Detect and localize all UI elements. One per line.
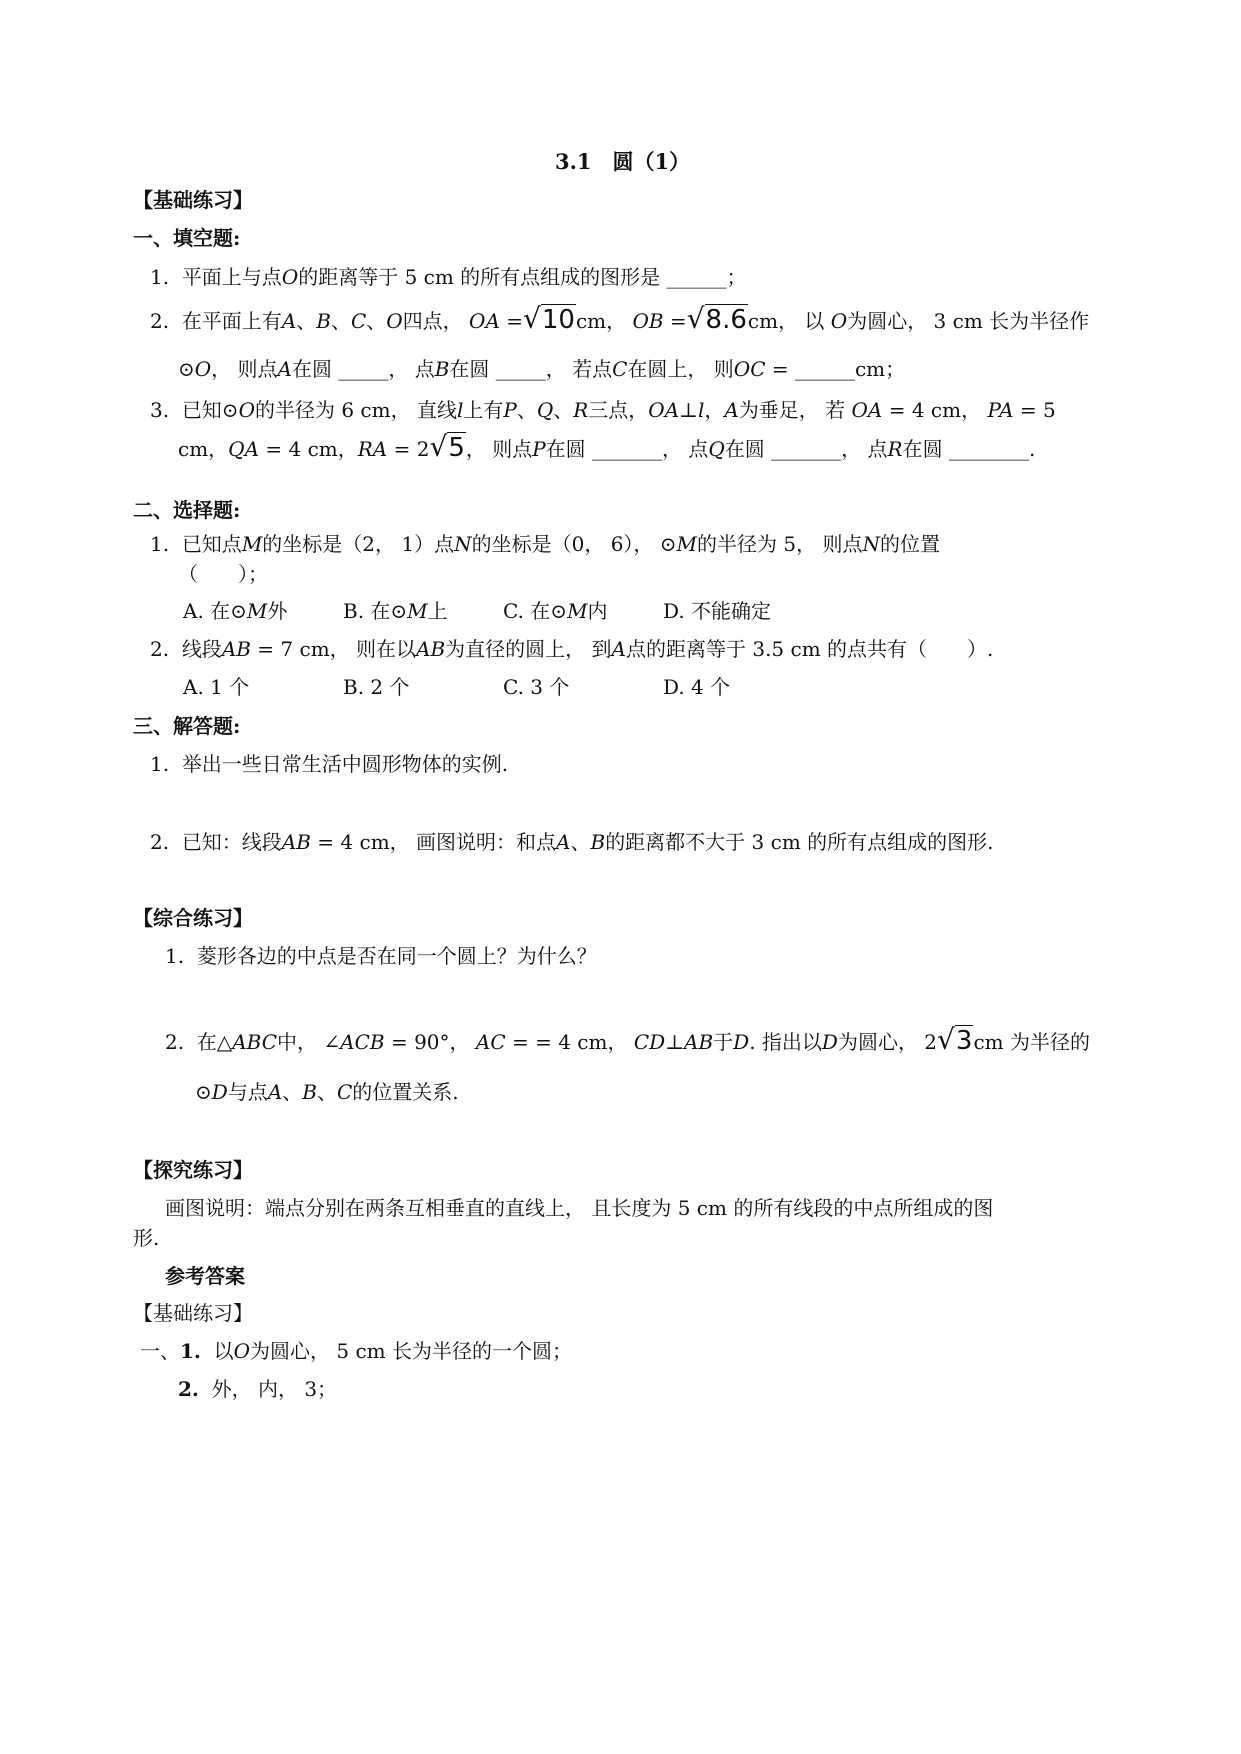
sqrt-5: √5 (429, 430, 465, 463)
answer-blank[interactable]: ________ (948, 437, 1029, 461)
choice-question-1-paren: （ ）； (178, 562, 268, 586)
subsection-heading-fill: 一、填空题: (133, 226, 241, 250)
fill-question-2: 2. 在平面上有A、B、C、O四点， OA =√10cm， OB =√8.6cm， 以 O为圆心， 3 cm 长为半径作 (150, 302, 1090, 335)
subsection-heading-answer: 三、解答题: (133, 714, 241, 738)
choice-2-option-a[interactable]: A. 1 个 (183, 675, 250, 699)
answer-blank[interactable]: ______ (794, 357, 855, 381)
fill-question-2-line-2: ⊙O， 则点A在圆 _____， 点B在圆 _____， 若点C在圆上， 则OC = ______cm； (178, 357, 906, 381)
choice-2-option-d[interactable]: D. 4 个 (663, 675, 731, 699)
answer-blank[interactable]: _______ (592, 437, 663, 461)
section-heading-comprehensive: 【综合练习】 (133, 906, 253, 930)
choice-1-option-d[interactable]: D. 不能确定 (663, 599, 772, 623)
sqrt-8-6: √8.6 (686, 302, 747, 335)
explore-text-line-1: 画图说明：端点分别在两条互相垂直的直线上， 且长度为 5 cm 的所有线段的中点所组成的图 (165, 1196, 994, 1220)
answer-blank[interactable]: _______ (771, 437, 842, 461)
choice-question-1: 1. 已知点M的坐标是（2， 1）点N的坐标是（0， 6）， ⊙M的半径为 5， 则点N的位置 (150, 532, 940, 556)
answer-question-2: 2. 已知：线段AB = 4 cm， 画图说明：和点A、B的距离都不大于 3 cm 的所有点组成的图形. (150, 830, 994, 854)
answer-2: 2. 外， 内， 3； (178, 1377, 338, 1401)
answers-heading: 参考答案 (165, 1264, 245, 1288)
section-heading-explore: 【探究练习】 (133, 1158, 253, 1182)
subsection-heading-choice: 二、选择题: (133, 498, 241, 522)
comprehensive-question-2: 2. 在△ABC中， ∠ACB = 90°， AC = = 4 cm， CD⊥AB于D. 指出以D为圆心， 2√3cm 为半径的 (165, 1023, 1090, 1056)
explore-text-line-2: 形. (133, 1226, 160, 1250)
answers-subheading: 【基础练习】 (133, 1301, 253, 1325)
choice-2-option-b[interactable]: B. 2 个 (343, 675, 410, 699)
choice-question-2: 2. 线段AB = 7 cm， 则在以AB为直径的圆上， 到A点的距离等于 3.5 cm 的点共有（ ）. (150, 637, 994, 661)
answer-1: 一、1. 以O为圆心， 5 cm 长为半径的一个圆； (140, 1339, 572, 1363)
comprehensive-question-2-line-2: ⊙D与点A、B、C的位置关系. (195, 1080, 459, 1104)
fill-question-3: 3. 已知⊙O的半径为 6 cm， 直线l上有P、Q、R三点，OA⊥l，A为垂足， 若 OA = 4 cm， PA = 5 (150, 398, 1056, 422)
answer-blank[interactable]: _____ (495, 357, 546, 381)
answer-blank[interactable]: ______ (666, 265, 727, 289)
answer-blank[interactable]: _____ (338, 357, 389, 381)
choice-2-option-c[interactable]: C. 3 个 (503, 675, 570, 699)
sqrt-3: √3 (937, 1023, 973, 1056)
choice-1-option-c[interactable]: C. 在⊙M内 (503, 599, 608, 623)
sqrt-10: √10 (523, 302, 575, 335)
section-heading-basic: 【基础练习】 (133, 188, 253, 212)
choice-1-option-b[interactable]: B. 在⊙M上 (343, 599, 448, 623)
answer-question-1: 1. 举出一些日常生活中圆形物体的实例. (150, 752, 509, 776)
comprehensive-question-1: 1. 菱形各边的中点是否在同一个圆上？为什么？ (165, 944, 597, 968)
choice-1-option-a[interactable]: A. 在⊙M外 (183, 599, 288, 623)
page-title: 3.1 圆（1） (555, 149, 691, 174)
fill-question-3-line-2: cm，QA = 4 cm，RA = 2√5， 则点P在圆 _______， 点Q在圆 _______， 点R在圆 ________. (178, 430, 1036, 463)
fill-question-1: 1. 平面上与点O的距离等于 5 cm 的所有点组成的图形是 ______； (150, 265, 747, 289)
